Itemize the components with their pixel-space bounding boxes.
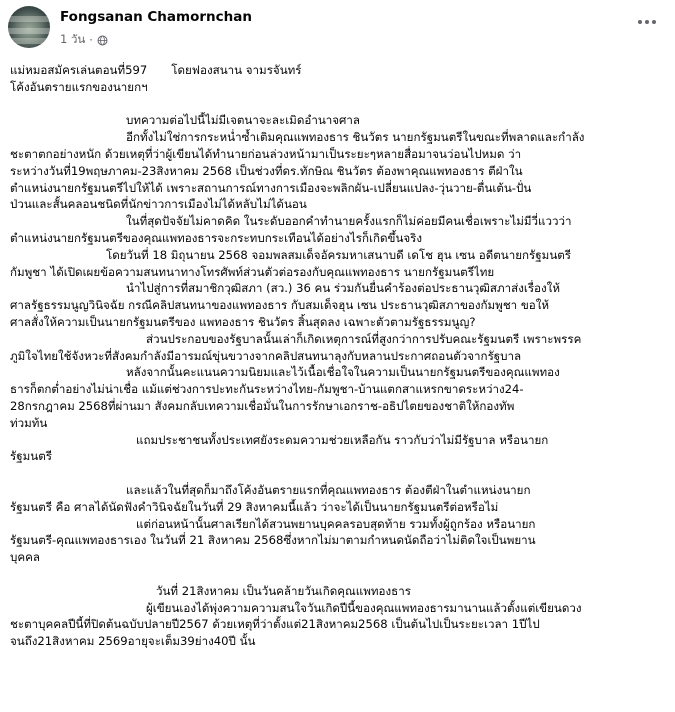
post-text-line: ภูมิใจไทยใช้จังหวะที่สังคมกำลังมีอารมณ์ขุ่นขวางจากคลิปสนทนาลุงกับหลานประกาศถอนตัวจากรัฐบาล — [10, 348, 522, 363]
post-text-line: ศาลสั่งให้ความเป็นนายกรัฐมนตรีของ แพทองธาร ชินวัตร สิ้นสุดลง เฉพาะตัวตามรัฐธรรมนูญ? — [10, 314, 476, 329]
post-body — [10, 62, 666, 650]
post-text-line: จนถึง21สิงหาคม 2569อายุจะเต็ม39ย่าง40ปี นั้น — [10, 634, 256, 649]
post-text-line: ป่วนและสั้นคลอนชนิดที่นักข่าวการเมืองไม่ได้หลับไม่ได้นอน — [10, 197, 307, 212]
post-text-line: กัมพูชา ได้เปิดเผยข้อความสนทนาทางโทรศัพท์ส่วนตัวต่อรองกับคุณแพทองธาร นายกรัฐมนตรีไทย — [10, 264, 495, 279]
post-text-line: โดยวันที่ 18 มิถุนายน 2568 จอมพลสมเด็จอัครมหาเสนาบดี เดโช ฮุน เซน อดีตนายกรัฐมนตรี — [106, 247, 572, 262]
post-paragraphs — [10, 112, 666, 650]
post-text-line: ระหว่างวันที่19พฤษภาคม-23สิงหาคม 2568 เป็นช่วงที่ดร.ทักษิณ ชินวัตร ต้องพาคุณแพทองธาร ตีฝ่าใน — [10, 163, 523, 178]
post-text-line: ชะตาบุคคลปีนี้ที่ปิดต้นฉบับปลายปี2567 ด้วยเหตุที่ว่าตั้งแต่21สิงหาคม2568 เป็นต้นไปเป็นระยะเวลา 1ปีไป — [10, 617, 540, 632]
meta-separator: · — [89, 33, 93, 47]
post-text-line: แถมประชาชนทั้งประเทศยังระดมความช่วยเหลือกัน ราวกับว่าไม่มีรัฐบาล หรือนายก — [136, 432, 549, 447]
post-text-line: และแล้วในที่สุดก็มาถึงโค้งอันตรายแรกที่คุณแพทองธาร ต้องตีฝ่าในตำแหน่งนายก — [126, 482, 531, 497]
post-text-line: บุคคล — [10, 550, 40, 565]
globe-icon — [97, 35, 108, 46]
post-title-author: โดยฟองสนาน จามรจันทร์ — [171, 63, 302, 77]
post-text-line: ชะตาตกอย่างหนัก ด้วยเหตุที่ว่าผู้เขียนได้ทำนายก่อนล่วงหน้ามาเป็นระยะๆหลายสื่อมาจนว่อนไปหมด ว่า — [10, 146, 522, 161]
paragraph-gap — [10, 566, 666, 583]
post-text-line: หลังจากนั้นคะแนนความนิยมและไว้เนื้อเชื่อใจในความเป็นนายกรัฐมนตรีของคุณแพทอง — [126, 365, 560, 380]
post-meta — [60, 31, 108, 49]
post-text-line: ในที่สุดปัจจัยไม่คาดคิด ในระดับออกคำทำนายครั้งแรกก็ไม่ค่อยมีคนเชื่อเพราะไม่มีวี่แววว่า — [126, 214, 572, 229]
post-time[interactable]: 1 วัน — [60, 32, 86, 46]
post-text-line: ส่วนประกอบของรัฐบาลนั้นเล่าก็เกิดเหตุการณ์ที่สูงกว่าการปรับคณะรัฐมนตรี เพราะพรรค — [146, 331, 582, 346]
post-text-line: นำไปสู่การที่สมาชิกวุฒิสภา (สว.) 36 คน ร่วมกันยื่นคำร้องต่อประธานวุฒิสภาส่งเรื่องให้ — [126, 281, 560, 296]
post-text-line: 28กรกฎาคม 2568ที่ผ่านมา สังคมกลับเทความเชื่อมั่นในการรักษาเอกราช-อธิปไตยของชาติให้กองทัพ — [10, 398, 515, 413]
paragraph-gap — [10, 465, 666, 482]
post-header — [0, 0, 675, 56]
post-text-line: ผู้เขียนเองได้พุ่งความความสนใจวันเกิดปีนี้ของคุณแพทองธารมานานแล้วตั้งแต่เขียนดวง — [146, 600, 582, 615]
post-text-line: ตำแหน่งนายกรัฐมนตรีไปให้ได้ เพราะสถานการณ์ทางการเมืองจะพลิกผัน-เปลี่ยนแปลง-วุ่นวาย-ตื่นเต้น-ปั่น — [10, 180, 532, 195]
post-text-line: ท่วมท้น — [10, 415, 48, 430]
post-text-line: วันที่ 21สิงหาคม เป็นวันคล้ายวันเกิดคุณแพทองธาร — [156, 583, 411, 598]
post-subtitle: โค้งอันตรายแรกของนายกฯ — [10, 79, 148, 94]
post-text-line: รัฐมนตรี-คุณแพทองธารเอง ในวันที่ 21 สิงหาคม 2568ซึ่งหากไม่มาตามกำหนดนัดถือว่าไม่ติดใจเป็นพยาน — [10, 533, 536, 548]
post-text-line: ธารก็ตกต่ำอย่างไม่น่าเชื่อ แม้แต่ช่วงการปะทะกันระหว่างไทย-กัมพูชา-บ้านแตกสาแหรกขาดระหว่าง24- — [10, 382, 524, 397]
post-text-line: รัฐมนตรี คือ ศาลได้นัดฟังคำวินิจฉัยในวันที่ 29 สิงหาคมนี้แล้ว ว่าจะได้เป็นนายกรัฐมนตรีต่อหรือไม่ — [10, 499, 499, 514]
post-title — [10, 62, 666, 79]
post-text-line: อีกทั้งไม่ใช่การกระหน่ำซ้ำเติมคุณแพทองธาร ชินวัตร นายกรัฐมนตรีในขณะที่พลาดและกำลัง — [126, 130, 585, 145]
post-text-line: บทความต่อไปนี้ไม่มีเจตนาจะละเมิดอำนาจศาล — [126, 113, 361, 128]
post-title-series: แม่หมอสมัครเล่นตอนที่597 — [10, 63, 148, 77]
post-text-line: แต่ก่อนหน้านั้นศาลเรียกได้สวนพยานบุคคลรอบสุดท้าย รวมทั้งผู้ถูกร้อง หรือนายก — [136, 516, 536, 531]
avatar[interactable] — [8, 6, 50, 48]
post-text-line: รัฐมนตรี — [10, 449, 52, 464]
more-options-icon[interactable] — [633, 12, 661, 32]
post-text-line: ศาลรัฐธรรมนูญวินิจฉัย กรณีคลิปสนทนาของแพทองธาร กับสมเด็จฮุน เซน ประธานวุฒิสภาของกัมพูชา ขอให้ — [10, 298, 550, 313]
post-text-line: ตำแหน่งนายกรัฐมนตรีของคุณแพทองธารจะกระทบกระเทือนได้อย่างไรก็เกิดขึ้นจริง — [10, 230, 423, 245]
author-name[interactable]: Fongsanan Chamornchan — [60, 9, 252, 25]
